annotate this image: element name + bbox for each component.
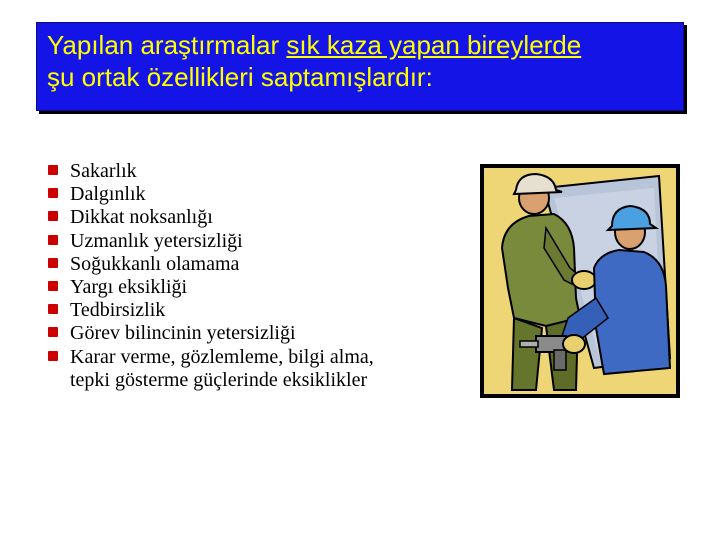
bullet-text-continuation: tepki gösterme güçlerinde eksiklikler	[70, 368, 368, 391]
bullet-item	[48, 253, 468, 276]
bullet-square-icon	[48, 327, 58, 337]
bullet-item	[48, 206, 468, 229]
bullet-item	[48, 299, 468, 322]
slide-title	[36, 22, 684, 111]
bullet-item	[48, 346, 468, 392]
title-text-line2: şu ortak özellikleri saptamışlardır:	[47, 62, 433, 92]
bullet-text: Görev bilincinin yetersizliği	[70, 322, 296, 345]
bullet-list	[48, 160, 468, 392]
bullet-text: Sakarlık	[70, 160, 137, 182]
bullet-item	[48, 160, 468, 183]
bullet-text: Uzmanlık yetersizliği	[70, 229, 243, 252]
bullet-item	[48, 276, 468, 299]
construction-workers-clipart-icon	[484, 168, 676, 394]
title-text-underlined: sık kaza yapan bireylerde	[286, 30, 582, 60]
title-text-part1: Yapılan araştırmalar	[47, 30, 287, 60]
bullet-text: Dikkat noksanlığı	[70, 206, 213, 229]
bullet-square-icon	[48, 304, 58, 314]
bullet-text: Tedbirsizlik	[70, 299, 166, 322]
bullet-square-icon	[48, 258, 58, 268]
bullet-text: Soğukkanlı olamama	[70, 252, 240, 275]
bullet-item	[48, 230, 468, 253]
bullet-square-icon	[48, 351, 58, 361]
bullet-square-icon	[48, 165, 58, 175]
bullet-item	[48, 183, 468, 206]
bullet-text: Karar verme, gözlemleme, bilgi alma,	[70, 345, 374, 368]
bullet-square-icon	[48, 211, 58, 221]
bullet-text: Dalgınlık	[70, 183, 146, 206]
bullet-square-icon	[48, 235, 58, 245]
bullet-text: Yargı eksikliği	[70, 276, 188, 299]
workers-picture	[480, 164, 680, 398]
bullet-item	[48, 322, 468, 345]
bullet-square-icon	[48, 281, 58, 291]
bullet-square-icon	[48, 188, 58, 198]
